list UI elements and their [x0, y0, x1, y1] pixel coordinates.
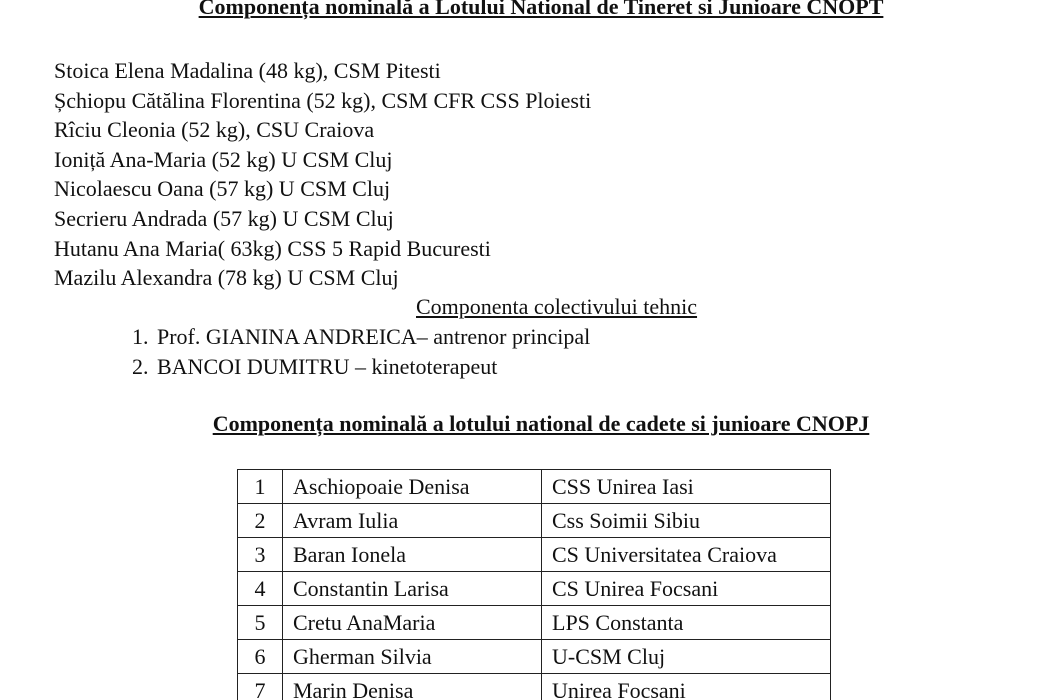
athlete-name: Baran Ionela [283, 538, 542, 572]
row-number: 6 [238, 640, 283, 674]
table-row [238, 470, 831, 504]
athlete-name: Aschiopoaie Denisa [283, 470, 542, 504]
athlete-name: Marin Denisa [283, 674, 542, 700]
technical-staff-heading: Componenta colectivului tehnic [416, 294, 698, 319]
athlete-club: Unirea Focsani [542, 674, 831, 700]
athlete-name: Gherman Silvia [283, 640, 542, 674]
athlete-name: Constantin Larisa [283, 572, 542, 606]
athlete-entry: Mazilu Alexandra (78 kg) U CSM Cluj [54, 265, 399, 291]
athlete-club: Css Soimii Sibiu [542, 504, 831, 538]
row-number: 4 [238, 572, 283, 606]
athlete-entry: Secrieru Andrada (57 kg) U CSM Cluj [54, 205, 394, 231]
staff-text: Prof. GIANINA ANDREICA– antrenor principal [157, 324, 591, 349]
table-row [238, 572, 831, 606]
table-row [238, 538, 831, 572]
table-row [238, 606, 831, 640]
staff-entry [132, 352, 590, 382]
staff-text: BANCOI DUMITRU – kinetoterapeut [157, 353, 498, 379]
athlete-entry: Ioniță Ana-Maria (52 kg) U CSM Cluj [54, 146, 393, 172]
athlete-club: CS Universitatea Craiova [542, 538, 831, 572]
table-row [238, 640, 831, 674]
athlete-name: Cretu AnaMaria [283, 606, 542, 640]
athlete-name: Avram Iulia [283, 504, 542, 538]
athlete-entry: Hutanu Ana Maria( 63kg) CSS 5 Rapid Bucuresti [54, 235, 491, 261]
athlete-club: U-CSM Cluj [542, 640, 831, 674]
row-number: 5 [238, 606, 283, 640]
row-number: 3 [238, 538, 283, 572]
athletes-list-cnopt [54, 56, 591, 293]
heading-cnopj: Componența nominală a lotului national de cadete si junioare CNOPJ [212, 411, 870, 436]
table-row [238, 504, 831, 538]
row-number: 1 [238, 470, 283, 504]
row-number: 2 [238, 504, 283, 538]
athlete-entry: Șchiopu Cătălina Florentina (52 kg), CSM CFR CSS Ploiesti [54, 87, 592, 113]
athlete-entry: Nicolaescu Oana (57 kg) U CSM Cluj [54, 176, 391, 202]
athlete-club: CSS Unirea Iasi [542, 470, 831, 504]
staff-entry [132, 322, 590, 352]
heading-cnopt: Componența nominală a Lotului National de Tineret si Junioare CNOPT [198, 0, 884, 19]
roster-table-cnopj [237, 469, 831, 700]
athlete-club: LPS Constanta [542, 606, 831, 640]
technical-staff-list [132, 322, 590, 381]
staff-number: 2. [132, 353, 149, 379]
staff-number: 1. [132, 324, 149, 349]
table-row [238, 674, 831, 700]
athlete-entry: Stoica Elena Madalina (48 kg), CSM Pitesti [54, 58, 441, 83]
athlete-entry: Rîciu Cleonia (52 kg), CSU Craiova [54, 117, 375, 143]
athlete-club: CS Unirea Focsani [542, 572, 831, 606]
row-number: 7 [238, 674, 283, 700]
